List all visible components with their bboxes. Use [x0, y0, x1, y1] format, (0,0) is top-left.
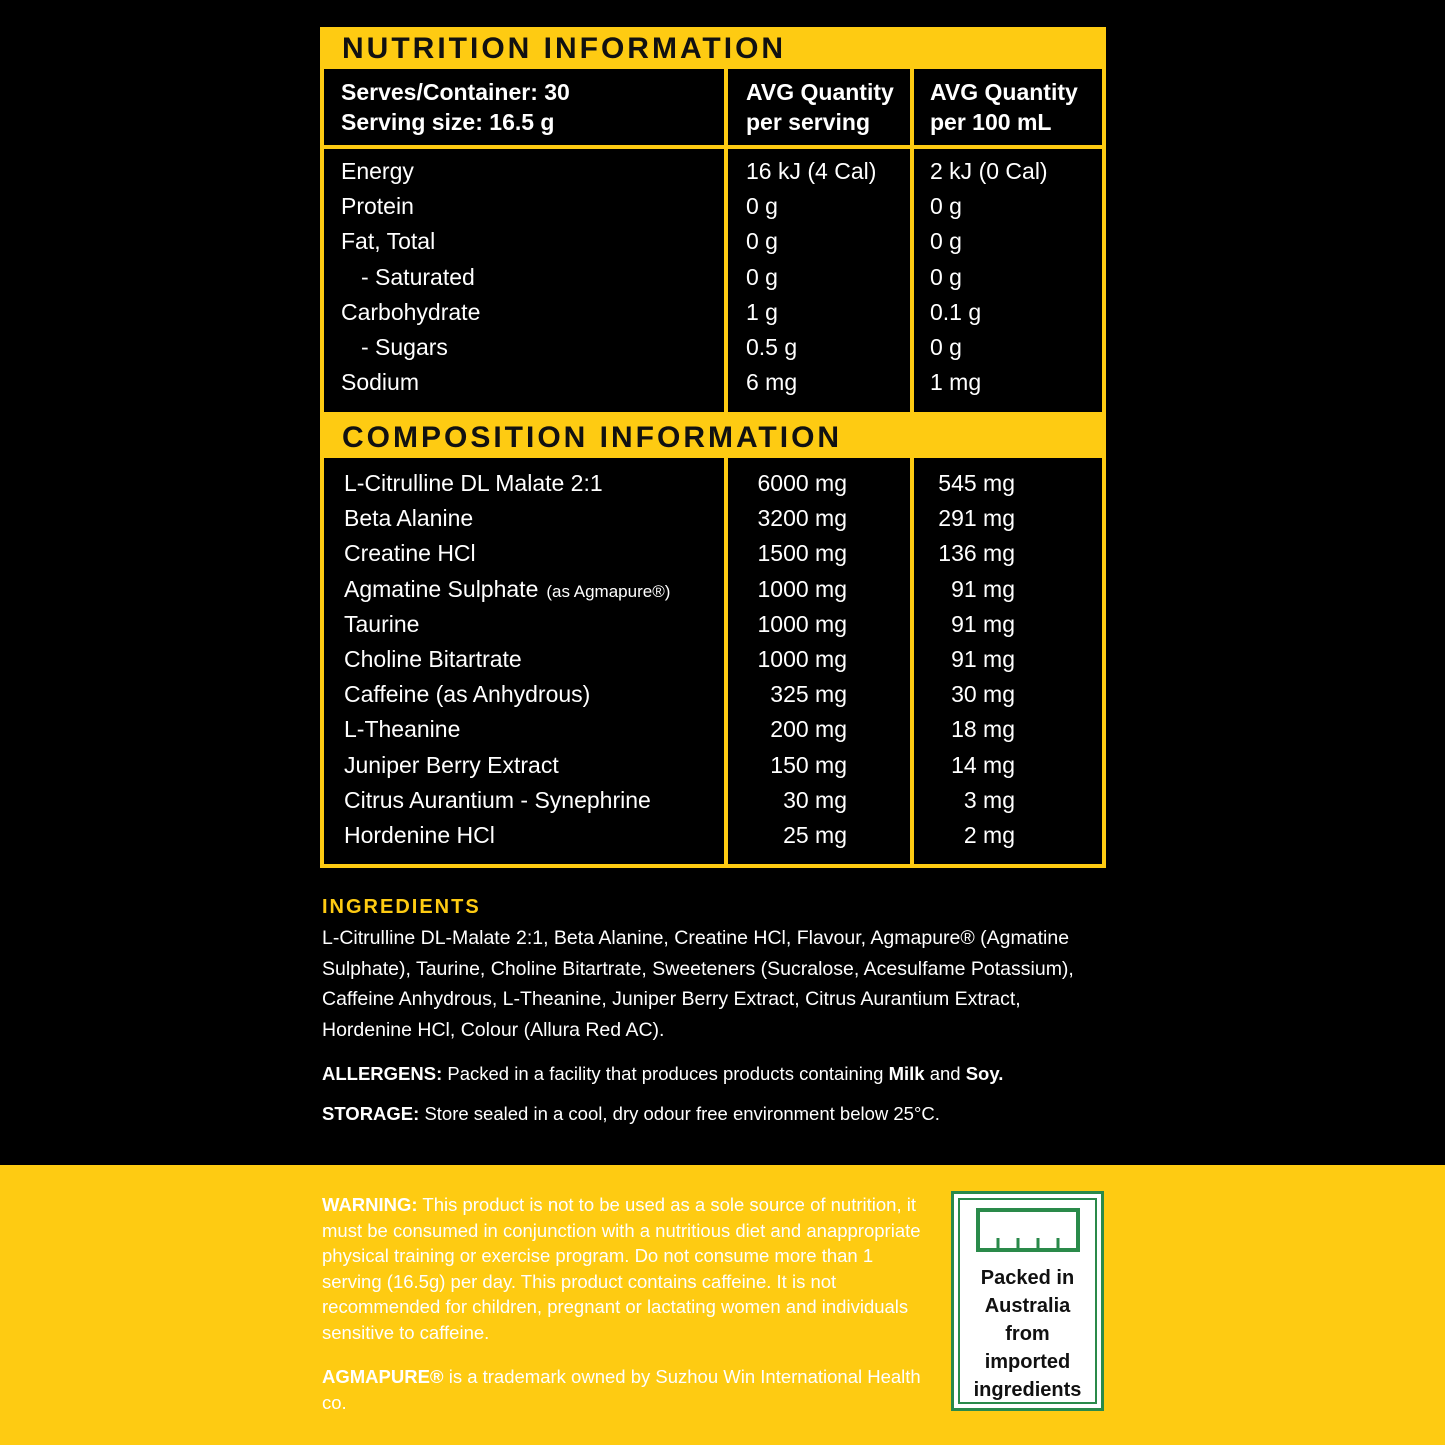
trademark-block [322, 1364, 942, 1415]
warning-text: This product is not to be used as a sole source of nutrition, it must be consumed in conjunction with a nutritious diet and anappropriate physical training or exercise program. Do not consume more than 1 serving (16.5g) per day. This product contains caffeine. It is not recommended for children, pregnant or lactating women and individuals sensitive to caffeine. [322, 1194, 921, 1343]
row-per-100ml: 30 mg [951, 681, 1015, 708]
storage-label: STORAGE: [322, 1103, 420, 1124]
row-per-serving: 325 mg [770, 681, 847, 708]
row-per-100ml: 0 g [930, 334, 962, 360]
row-label: Choline Bitartrate [344, 646, 522, 672]
trademark-text: is a trademark owned by Suzhou Win International Health co. [322, 1366, 921, 1413]
row-label: Hordenine HCl [344, 822, 495, 848]
row-per-100ml: 136 mg [938, 540, 1015, 567]
row-label: - Sugars [361, 334, 448, 360]
nutrition-divider-2 [910, 69, 914, 416]
row-per-100ml: 91 mg [951, 575, 1015, 602]
row-per-100ml: 2 kJ (0 Cal) [930, 158, 1048, 184]
allergens-and: and [929, 1063, 961, 1084]
row-per-serving: 1 g [746, 298, 778, 325]
row-per-100ml: 0.1 g [930, 298, 982, 325]
allergen-milk: Milk [888, 1063, 925, 1084]
row-per-serving: 0 g [746, 263, 778, 290]
composition-title: COMPOSITION INFORMATION [320, 416, 1106, 458]
row-label: Sodium [341, 369, 419, 396]
col-per-serving-header-2: per serving [746, 109, 870, 135]
row-label: Energy [341, 158, 414, 184]
agmatine-note: (as Agmapure®) [546, 581, 671, 601]
nutrition-title: NUTRITION INFORMATION [320, 27, 1106, 69]
ingredients-text: L-Citrulline DL-Malate 2:1, Beta Alanine, Creatine HCl, Flavour, Agmapure® (Agmatine Sulphate), Taurine, Choline Bitartrate, Sweeteners (Sucralose, Acesulfame Potassium), Caffeine Anhydrous, L-Theanine, Juniper Berry Extract, Citrus Aurantium Extract, Hordenine HCl, Colour (Allura Red AC). [322, 927, 1074, 1041]
warning-block [322, 1192, 922, 1345]
row-per-serving: 1000 mg [757, 646, 847, 672]
row-per-100ml: 91 mg [951, 610, 1015, 637]
row-per-serving: 0 g [746, 228, 778, 255]
row-per-serving: 6 mg [746, 369, 798, 396]
row-label: Protein [341, 193, 414, 220]
row-label: Fat, Total [341, 228, 436, 255]
row-label: L-Citrulline DL Malate 2:1 [344, 470, 603, 496]
row-per-100ml: 0 g [930, 263, 962, 290]
serving-size: Serving size: 16.5 g [341, 109, 555, 135]
storage-text: Store sealed in a cool, dry odour free environment below 25°C. [424, 1103, 940, 1124]
packed-in-australia-badge [951, 1191, 1104, 1411]
allergen-soy: Soy. [965, 1063, 1004, 1084]
row-per-100ml: 2 mg [963, 822, 1015, 848]
row-label: Creatine HCl [344, 540, 476, 567]
row-per-serving: 30 mg [783, 786, 847, 813]
row-label: Carbohydrate [341, 298, 481, 325]
row-per-100ml: 0 g [930, 228, 962, 255]
allergens-label: ALLERGENS: [322, 1063, 443, 1084]
row-label: Beta Alanine [344, 505, 474, 532]
row-per-serving: 1000 mg [757, 575, 847, 602]
row-per-serving: 1500 mg [757, 540, 847, 567]
col-per-100-header-1: AVG Quantity [930, 79, 1078, 105]
row-per-100ml: 91 mg [951, 646, 1015, 672]
row-label: Taurine [344, 610, 420, 637]
row-per-serving: 0 g [746, 193, 778, 220]
row-per-100ml: 0 g [930, 193, 962, 220]
badge-text [954, 1264, 1101, 1404]
badge-line-3: from [1005, 1323, 1050, 1345]
row-per-100ml: 14 mg [951, 751, 1015, 778]
row-per-100ml: 545 mg [938, 470, 1015, 496]
row-per-serving: 25 mg [783, 822, 847, 848]
warning-label: WARNING: [322, 1194, 418, 1215]
row-per-serving: 6000 mg [757, 470, 847, 496]
row-per-100ml: 18 mg [951, 716, 1015, 743]
row-per-serving: 0.5 g [746, 334, 798, 360]
row-label: L-Theanine [344, 716, 461, 743]
row-per-serving: 1000 mg [757, 610, 847, 637]
badge-line-1: Packed in [980, 1267, 1075, 1289]
badge-line-5: ingredients [973, 1379, 1082, 1401]
row-per-serving: 16 kJ (4 Cal) [746, 158, 877, 184]
row-per-100ml: 291 mg [938, 505, 1015, 532]
row-label: Juniper Berry Extract [344, 751, 559, 778]
nutrition-divider-1 [724, 69, 728, 416]
measuring-bar-icon [976, 1208, 1080, 1254]
row-label: - Saturated [361, 263, 475, 290]
row-per-100ml: 3 mg [963, 786, 1015, 813]
allergens-line [322, 1063, 1003, 1085]
trademark-label: AGMAPURE® [322, 1366, 444, 1387]
badge-line-2: Australia [984, 1295, 1071, 1317]
storage-line [322, 1103, 940, 1125]
col-per-100-header-2: per 100 mL [930, 109, 1052, 135]
nutrition-header-divider [320, 145, 1106, 149]
row-per-serving: 3200 mg [757, 505, 847, 532]
row-label: Caffeine (as Anhydrous) [344, 681, 591, 708]
ingredients-title: INGREDIENTS [322, 896, 481, 918]
row-label: Citrus Aurantium - Synephrine [344, 786, 651, 813]
row-per-serving: 150 mg [770, 751, 847, 778]
row-per-100ml: 1 mg [930, 369, 982, 396]
serves-per-container: Serves/Container: 30 [341, 79, 570, 105]
allergens-text: Packed in a facility that produces products containing [447, 1063, 884, 1084]
agmatine-label: Agmatine Sulphate [344, 575, 539, 602]
row-per-serving: 200 mg [770, 716, 847, 743]
col-per-serving-header-1: AVG Quantity [746, 79, 894, 105]
badge-line-4: imported [984, 1351, 1071, 1373]
